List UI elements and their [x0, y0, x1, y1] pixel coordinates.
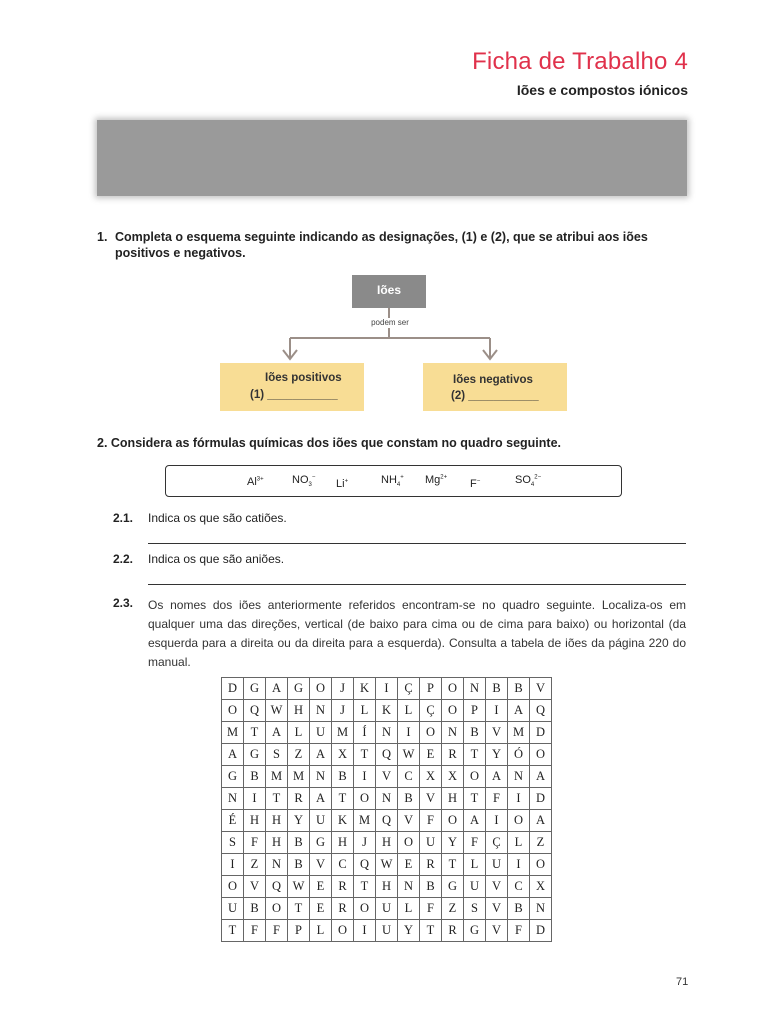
- word-search-cell[interactable]: M: [354, 810, 376, 832]
- word-search-cell[interactable]: S: [266, 744, 288, 766]
- positive-ions-box: [220, 363, 364, 411]
- word-search-cell[interactable]: T: [222, 920, 244, 942]
- word-search-cell[interactable]: W: [398, 744, 420, 766]
- word-search-row: [222, 810, 552, 832]
- worksheet-title: Ficha de Trabalho 4: [472, 48, 688, 75]
- word-search-row: [222, 722, 552, 744]
- ion-formula: $NH_4^+$: [381, 474, 404, 489]
- word-search-cell[interactable]: G: [244, 678, 266, 700]
- word-search-cell[interactable]: I: [398, 722, 420, 744]
- word-search-cell[interactable]: P: [464, 700, 486, 722]
- word-search-cell[interactable]: J: [354, 832, 376, 854]
- word-search-cell[interactable]: B: [464, 722, 486, 744]
- positive-ions-blank[interactable]: (1) ___________: [250, 389, 338, 401]
- word-search-cell[interactable]: N: [442, 722, 464, 744]
- worksheet-subtitle: Iões e compostos iónicos: [516, 82, 688, 98]
- word-search-cell[interactable]: A: [530, 766, 552, 788]
- word-search-cell[interactable]: M: [332, 722, 354, 744]
- word-search-cell[interactable]: H: [266, 810, 288, 832]
- word-search-cell[interactable]: G: [222, 766, 244, 788]
- word-search-cell[interactable]: U: [310, 722, 332, 744]
- word-search-cell[interactable]: V: [486, 920, 508, 942]
- word-search-cell[interactable]: O: [508, 810, 530, 832]
- word-search-row: [222, 700, 552, 722]
- word-search-cell[interactable]: O: [420, 722, 442, 744]
- word-search-cell[interactable]: Ç: [398, 678, 420, 700]
- ion-formula: $Mg^{2+}$: [425, 474, 448, 486]
- word-search-cell[interactable]: V: [398, 810, 420, 832]
- word-search-cell[interactable]: M: [288, 766, 310, 788]
- word-search-cell[interactable]: L: [508, 832, 530, 854]
- word-search-cell[interactable]: X: [530, 876, 552, 898]
- word-search-cell[interactable]: I: [508, 788, 530, 810]
- question-2-2-text: Indica os que são aniões.: [148, 552, 285, 566]
- word-search-cell[interactable]: F: [244, 832, 266, 854]
- word-search-cell[interactable]: F: [508, 920, 530, 942]
- word-search-cell[interactable]: C: [508, 876, 530, 898]
- word-search-cell[interactable]: B: [244, 766, 266, 788]
- question-2-text: 2. Considera as fórmulas químicas dos iões que constam no quadro seguinte.: [97, 436, 561, 450]
- word-search-cell[interactable]: H: [442, 788, 464, 810]
- word-search-cell[interactable]: A: [310, 788, 332, 810]
- word-search-cell[interactable]: P: [288, 920, 310, 942]
- word-search-cell[interactable]: I: [376, 678, 398, 700]
- word-search-cell[interactable]: G: [442, 876, 464, 898]
- word-search-cell[interactable]: G: [244, 744, 266, 766]
- word-search-row: [222, 920, 552, 942]
- word-search-cell[interactable]: L: [464, 854, 486, 876]
- word-search-cell[interactable]: V: [376, 766, 398, 788]
- word-search-cell[interactable]: J: [332, 678, 354, 700]
- word-search-cell[interactable]: R: [442, 920, 464, 942]
- word-search-row: [222, 744, 552, 766]
- word-search-cell[interactable]: O: [442, 810, 464, 832]
- word-search-cell[interactable]: Z: [442, 898, 464, 920]
- word-search-cell[interactable]: Q: [266, 876, 288, 898]
- word-search-cell[interactable]: R: [420, 854, 442, 876]
- word-search-cell[interactable]: D: [530, 920, 552, 942]
- word-search-cell[interactable]: H: [332, 832, 354, 854]
- question-1-text: Completa o esquema seguinte indicando as designações, (1) e (2), que se atribui aos iões positivos e negativos.: [115, 230, 648, 260]
- word-search-cell[interactable]: N: [376, 722, 398, 744]
- word-search-cell[interactable]: Y: [398, 920, 420, 942]
- word-search-cell[interactable]: O: [354, 898, 376, 920]
- word-search-cell[interactable]: D: [222, 678, 244, 700]
- word-search-cell[interactable]: L: [398, 700, 420, 722]
- word-search-row: [222, 788, 552, 810]
- word-search-cell[interactable]: A: [486, 766, 508, 788]
- word-search-cell[interactable]: R: [442, 744, 464, 766]
- word-search-cell[interactable]: L: [288, 722, 310, 744]
- word-search-cell[interactable]: U: [376, 920, 398, 942]
- word-search-cell[interactable]: A: [266, 678, 288, 700]
- word-search-cell[interactable]: F: [244, 920, 266, 942]
- word-search-cell[interactable]: M: [508, 722, 530, 744]
- word-search-cell[interactable]: A: [266, 722, 288, 744]
- word-search-cell[interactable]: B: [420, 876, 442, 898]
- word-search-cell[interactable]: B: [332, 766, 354, 788]
- word-search-cell[interactable]: O: [332, 920, 354, 942]
- word-search-cell[interactable]: W: [288, 876, 310, 898]
- word-search-row: [222, 854, 552, 876]
- word-search-cell[interactable]: F: [464, 832, 486, 854]
- word-search-cell[interactable]: N: [310, 700, 332, 722]
- word-search-cell[interactable]: B: [288, 854, 310, 876]
- word-search-cell[interactable]: S: [464, 898, 486, 920]
- word-search-cell[interactable]: V: [420, 788, 442, 810]
- word-search-cell[interactable]: I: [486, 700, 508, 722]
- ion-formula: F−: [470, 478, 481, 490]
- word-search-cell[interactable]: T: [288, 898, 310, 920]
- ion-formula: $SO_4^{2-}$: [515, 474, 542, 489]
- word-search-cell[interactable]: O: [222, 876, 244, 898]
- word-search-cell[interactable]: I: [354, 920, 376, 942]
- word-search-cell[interactable]: A: [464, 810, 486, 832]
- word-search-cell[interactable]: O: [442, 678, 464, 700]
- question-2-1-number: 2.1.: [113, 511, 134, 525]
- word-search-cell[interactable]: L: [354, 700, 376, 722]
- word-search-cell[interactable]: B: [244, 898, 266, 920]
- word-search-cell[interactable]: W: [376, 854, 398, 876]
- word-search-cell[interactable]: R: [332, 876, 354, 898]
- word-search-cell[interactable]: O: [464, 766, 486, 788]
- word-search-cell[interactable]: E: [310, 898, 332, 920]
- word-search-cell[interactable]: L: [310, 920, 332, 942]
- word-search-cell[interactable]: C: [332, 854, 354, 876]
- word-search-cell[interactable]: V: [486, 898, 508, 920]
- word-search-cell[interactable]: T: [464, 744, 486, 766]
- page-number: 71: [676, 976, 689, 988]
- word-search-cell[interactable]: B: [288, 832, 310, 854]
- word-search-cell[interactable]: R: [288, 788, 310, 810]
- word-search-cell[interactable]: S: [222, 832, 244, 854]
- word-search-cell[interactable]: T: [464, 788, 486, 810]
- word-search-cell[interactable]: F: [266, 920, 288, 942]
- question-1-number: 1.: [97, 230, 108, 244]
- word-search-cell[interactable]: I: [222, 854, 244, 876]
- ion-formula: $NO_3^-$: [292, 474, 316, 489]
- word-search-cell[interactable]: Q: [376, 744, 398, 766]
- word-search-row: [222, 876, 552, 898]
- word-search-cell[interactable]: Q: [376, 810, 398, 832]
- question-2-1-text: Indica os que são catiões.: [148, 511, 287, 525]
- word-search-cell[interactable]: Ç: [486, 832, 508, 854]
- word-search-cell[interactable]: U: [376, 898, 398, 920]
- word-search-cell[interactable]: V: [486, 876, 508, 898]
- word-search-cell[interactable]: X: [332, 744, 354, 766]
- word-search-cell[interactable]: F: [486, 788, 508, 810]
- word-search-cell[interactable]: M: [222, 722, 244, 744]
- word-search-cell[interactable]: I: [354, 766, 376, 788]
- diagram-root-box: Iões: [352, 275, 426, 308]
- word-search-cell[interactable]: Í: [354, 722, 376, 744]
- word-search-cell[interactable]: U: [420, 832, 442, 854]
- word-search-cell[interactable]: I: [508, 854, 530, 876]
- word-search-cell[interactable]: H: [376, 832, 398, 854]
- word-search-cell[interactable]: E: [398, 854, 420, 876]
- word-search-cell[interactable]: H: [266, 832, 288, 854]
- word-search-cell[interactable]: T: [354, 876, 376, 898]
- word-search-cell[interactable]: D: [530, 722, 552, 744]
- word-search-cell[interactable]: V: [244, 876, 266, 898]
- word-search-cell[interactable]: N: [464, 678, 486, 700]
- word-search-row: [222, 678, 552, 700]
- word-search-cell[interactable]: N: [530, 898, 552, 920]
- word-search-cell[interactable]: Y: [288, 810, 310, 832]
- word-search-cell[interactable]: A: [310, 744, 332, 766]
- question-2-2-number: 2.2.: [113, 552, 134, 566]
- word-search-cell[interactable]: V: [486, 722, 508, 744]
- word-search-cell[interactable]: O: [530, 744, 552, 766]
- word-search-cell[interactable]: B: [486, 678, 508, 700]
- word-search-cell[interactable]: A: [222, 744, 244, 766]
- question-2-3-number: 2.3.: [113, 596, 134, 610]
- word-search-cell[interactable]: L: [398, 898, 420, 920]
- word-search-cell[interactable]: U: [486, 854, 508, 876]
- word-search-cell[interactable]: Y: [442, 832, 464, 854]
- word-search-cell[interactable]: A: [508, 700, 530, 722]
- word-search-cell[interactable]: G: [288, 678, 310, 700]
- word-search-cell[interactable]: U: [222, 898, 244, 920]
- word-search-cell[interactable]: Q: [354, 854, 376, 876]
- word-search-row: [222, 766, 552, 788]
- word-search-cell[interactable]: V: [310, 854, 332, 876]
- word-search-cell[interactable]: O: [354, 788, 376, 810]
- word-search-cell[interactable]: X: [442, 766, 464, 788]
- word-search-cell[interactable]: C: [398, 766, 420, 788]
- word-search-cell[interactable]: J: [332, 700, 354, 722]
- word-search-cell[interactable]: A: [530, 810, 552, 832]
- word-search-cell[interactable]: T: [244, 722, 266, 744]
- word-search-cell[interactable]: N: [508, 766, 530, 788]
- diagram-connector-label: podem ser: [371, 318, 409, 327]
- word-search-cell[interactable]: I: [244, 788, 266, 810]
- word-search-cell[interactable]: B: [398, 788, 420, 810]
- word-search-cell[interactable]: T: [420, 920, 442, 942]
- word-search-cell[interactable]: B: [508, 678, 530, 700]
- word-search-cell[interactable]: F: [420, 810, 442, 832]
- word-search-cell[interactable]: Y: [486, 744, 508, 766]
- word-search-cell[interactable]: I: [486, 810, 508, 832]
- word-search-cell[interactable]: N: [222, 788, 244, 810]
- word-search-cell[interactable]: N: [376, 788, 398, 810]
- word-search-cell[interactable]: K: [332, 810, 354, 832]
- word-search-cell[interactable]: T: [442, 854, 464, 876]
- word-search-cell[interactable]: T: [332, 788, 354, 810]
- word-search-cell[interactable]: O: [442, 700, 464, 722]
- word-search-cell[interactable]: H: [244, 810, 266, 832]
- word-search-cell[interactable]: W: [266, 700, 288, 722]
- word-search-row: [222, 832, 552, 854]
- word-search-cell[interactable]: N: [310, 766, 332, 788]
- word-search-cell[interactable]: O: [222, 700, 244, 722]
- word-search-cell[interactable]: Z: [530, 832, 552, 854]
- word-search-cell[interactable]: Ç: [420, 700, 442, 722]
- ion-formula: Li+: [336, 478, 349, 490]
- word-search-cell[interactable]: E: [310, 876, 332, 898]
- word-search-cell[interactable]: O: [310, 678, 332, 700]
- word-search-cell[interactable]: G: [310, 832, 332, 854]
- word-search-cell[interactable]: K: [376, 700, 398, 722]
- word-search-cell[interactable]: Z: [288, 744, 310, 766]
- word-search-cell[interactable]: H: [288, 700, 310, 722]
- word-search-cell[interactable]: T: [266, 788, 288, 810]
- word-search-cell[interactable]: U: [310, 810, 332, 832]
- word-search-cell[interactable]: G: [464, 920, 486, 942]
- answer-line-2-1[interactable]: [148, 543, 686, 544]
- word-search-cell[interactable]: F: [420, 898, 442, 920]
- word-search-row: [222, 898, 552, 920]
- word-search-cell[interactable]: U: [464, 876, 486, 898]
- word-search-cell[interactable]: K: [354, 678, 376, 700]
- word-search-cell[interactable]: D: [530, 788, 552, 810]
- word-search-grid: [221, 677, 552, 942]
- negative-ions-title: Iões negativos: [453, 374, 533, 386]
- word-search-cell[interactable]: P: [420, 678, 442, 700]
- word-search-cell[interactable]: X: [420, 766, 442, 788]
- diagram-arrows: [0, 0, 768, 420]
- word-search-cell[interactable]: Z: [244, 854, 266, 876]
- word-search-cell[interactable]: É: [222, 810, 244, 832]
- word-search-cell[interactable]: N: [398, 876, 420, 898]
- word-search-cell[interactable]: E: [420, 744, 442, 766]
- word-search-cell[interactable]: M: [266, 766, 288, 788]
- ion-formula: $Al^{3+}$: [247, 476, 264, 488]
- negative-ions-blank[interactable]: (2) ___________: [451, 390, 539, 402]
- negative-ions-box: [423, 363, 567, 411]
- word-search-cell[interactable]: O: [266, 898, 288, 920]
- answer-line-2-2[interactable]: [148, 584, 686, 585]
- word-search-cell[interactable]: V: [530, 678, 552, 700]
- word-search-cell[interactable]: Q: [244, 700, 266, 722]
- word-search-cell[interactable]: T: [354, 744, 376, 766]
- word-search-cell[interactable]: O: [398, 832, 420, 854]
- word-search-cell[interactable]: O: [530, 854, 552, 876]
- word-search-cell[interactable]: N: [266, 854, 288, 876]
- word-search-cell[interactable]: Q: [530, 700, 552, 722]
- word-search-cell[interactable]: H: [376, 876, 398, 898]
- positive-ions-title: Iões positivos: [265, 372, 342, 384]
- question-2-3-text: Os nomes dos iões anteriormente referidos encontram-se no quadro seguinte. Localiza-os em qualquer uma das direções, vertical (de baixo para cima ou de cima para baixo) ou horizontal (da esquerda para a direita ou da direita para a esquerda). Consulta a tabela de iões da página 220 do manual.: [148, 598, 686, 669]
- word-search-cell[interactable]: R: [332, 898, 354, 920]
- word-search-cell[interactable]: Ó: [508, 744, 530, 766]
- word-search-cell[interactable]: B: [508, 898, 530, 920]
